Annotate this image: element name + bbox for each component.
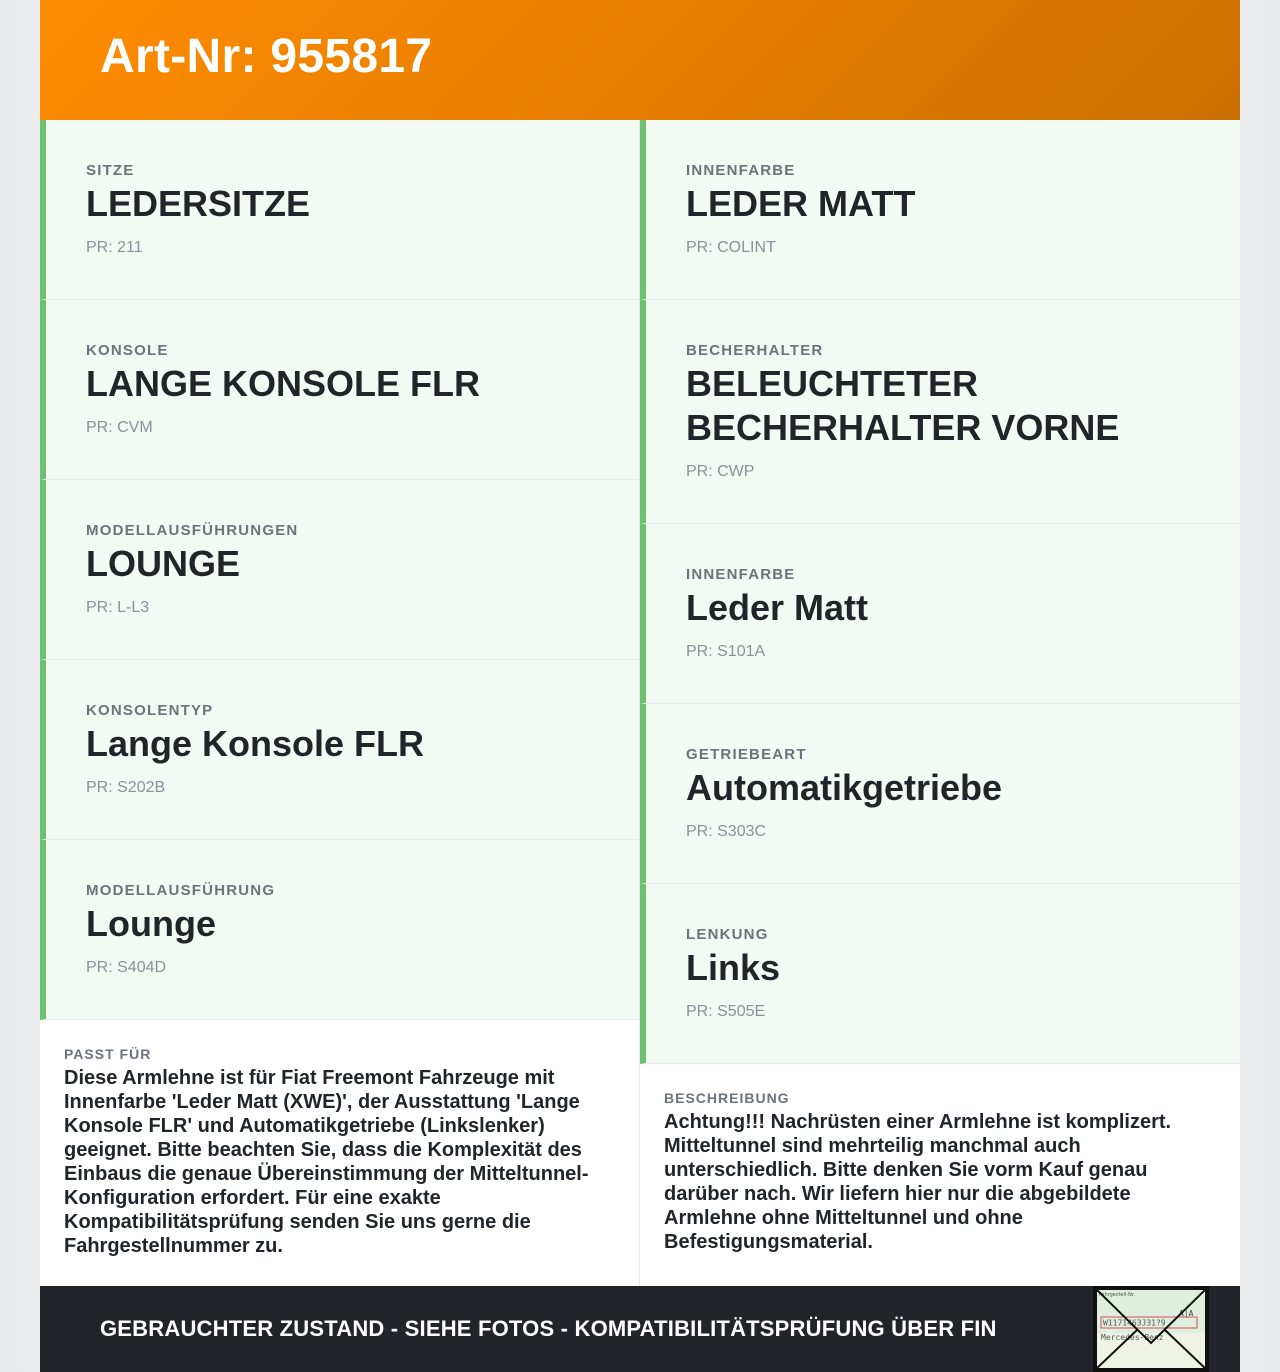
footer-banner	[40, 1286, 1240, 1372]
attribute-label: MODELLAUSFÜHRUNG	[86, 882, 276, 899]
attribute-value: Lange Konsole FLR	[86, 723, 425, 764]
attribute-cell-innenfarbe	[640, 120, 1240, 300]
attribute-label: BECHERHALTER	[686, 342, 824, 359]
attribute-label: KONSOLE	[86, 342, 169, 359]
attribute-cell-konsolentyp	[40, 660, 639, 840]
attribute-value: LEDER MATT	[686, 183, 916, 224]
svg-text:W1171463J31?9: W1171463J31?9	[1103, 1318, 1166, 1328]
attribute-label: INNENFARBE	[686, 566, 796, 583]
beschreibung-text: Achtung!!! Nachrüsten einer Armlehne ist komplizert. Mitteltunnel sind mehrteilig manchmal auch unterschiedlich. Bitte denken Sie vorm Kauf genau darüber nach. Wir liefern hier nur die abgebildete Armlehne ohne Mitteltunnel und ohne Befestigungsmaterial.	[664, 1111, 1172, 1253]
beschreibung-section	[640, 1064, 1240, 1286]
envelope-vin-icon	[1093, 1286, 1209, 1372]
attribute-label: KONSOLENTYP	[86, 702, 214, 719]
svg-text:Fahrgestell-Nr.: Fahrgestell-Nr.	[1099, 1292, 1136, 1298]
attribute-cell-konsole	[40, 300, 639, 480]
attribute-value: Lounge	[86, 903, 216, 944]
attribute-pr-code: PR: S404D	[86, 959, 167, 976]
article-number-title: Art-Nr: 955817	[100, 29, 433, 83]
attribute-pr-code: PR: L-L3	[86, 599, 150, 616]
attribute-label: INNENFARBE	[686, 162, 796, 179]
attribute-cell-modellausfuehrungen	[40, 480, 639, 660]
attribute-pr-code: PR: CWP	[686, 463, 755, 480]
product-sheet	[40, 0, 1240, 1372]
attribute-cell-becherhalter	[640, 300, 1240, 524]
right-column	[640, 120, 1240, 1286]
attribute-label: MODELLAUSFÜHRUNGEN	[86, 522, 299, 539]
attribute-value: LOUNGE	[86, 543, 241, 584]
attribute-pr-code: PR: 211	[86, 239, 143, 256]
attribute-value: Links	[686, 947, 781, 988]
attribute-label: GETRIEBEART	[686, 746, 807, 763]
passt-fuer-label: PASST FÜR	[64, 1046, 152, 1062]
left-column	[40, 120, 640, 1286]
attribute-pr-code: PR: S505E	[686, 1003, 766, 1020]
attribute-cell-lenkung	[640, 884, 1240, 1064]
attribute-pr-code: PR: S101A	[686, 643, 766, 660]
svg-text:Mercedes-Benz: Mercedes-Benz	[1101, 1333, 1164, 1342]
attribute-cell-innenfarbe-2	[640, 524, 1240, 704]
attribute-cell-getriebeart	[640, 704, 1240, 884]
attribute-value: Automatikgetriebe	[686, 767, 1003, 808]
passt-fuer-section	[40, 1020, 639, 1286]
attributes-grid	[40, 120, 1240, 1286]
attribute-pr-code: PR: CVM	[86, 419, 153, 436]
attribute-value: BELEUCHTETER BECHERHALTER VORNE	[686, 363, 1120, 448]
beschreibung-label: BESCHREIBUNG	[664, 1090, 790, 1106]
attribute-pr-code: PR: S303C	[686, 823, 767, 840]
attribute-pr-code: PR: S202B	[86, 779, 166, 796]
attribute-label: LENKUNG	[686, 926, 769, 943]
svg-text:A|A: A|A	[1179, 1309, 1194, 1318]
attribute-value: LANGE KONSOLE FLR	[86, 363, 480, 404]
attribute-value: LEDERSITZE	[86, 183, 311, 224]
passt-fuer-text: Diese Armlehne ist für Fiat Freemont Fahrzeuge mit Innenfarbe 'Leder Matt (XWE)', der Ausstattung 'Lange Konsole FLR' und Automatikgetriebe (Linkslenker) geeignet. Bitte beachten Sie, dass die Komplexität des Einbaus die genaue Übereinstimmung der Mitteltunnel-Konfiguration erfordert. Für eine exakte Kompatibilitätsprüfung senden Sie uns gerne die Fahrgestellnummer zu.	[64, 1067, 589, 1257]
attribute-value: Leder Matt	[686, 587, 869, 628]
header	[40, 0, 1240, 120]
attribute-pr-code: PR: COLINT	[686, 239, 776, 256]
attribute-label: SITZE	[86, 162, 135, 179]
attribute-cell-sitze	[40, 120, 639, 300]
attribute-cell-modellausfuehrung	[40, 840, 639, 1020]
condition-banner-text: GEBRAUCHTER ZUSTAND - SIEHE FOTOS - KOMPATIBILITÄTSPRÜFUNG ÜBER FIN	[100, 1316, 997, 1341]
